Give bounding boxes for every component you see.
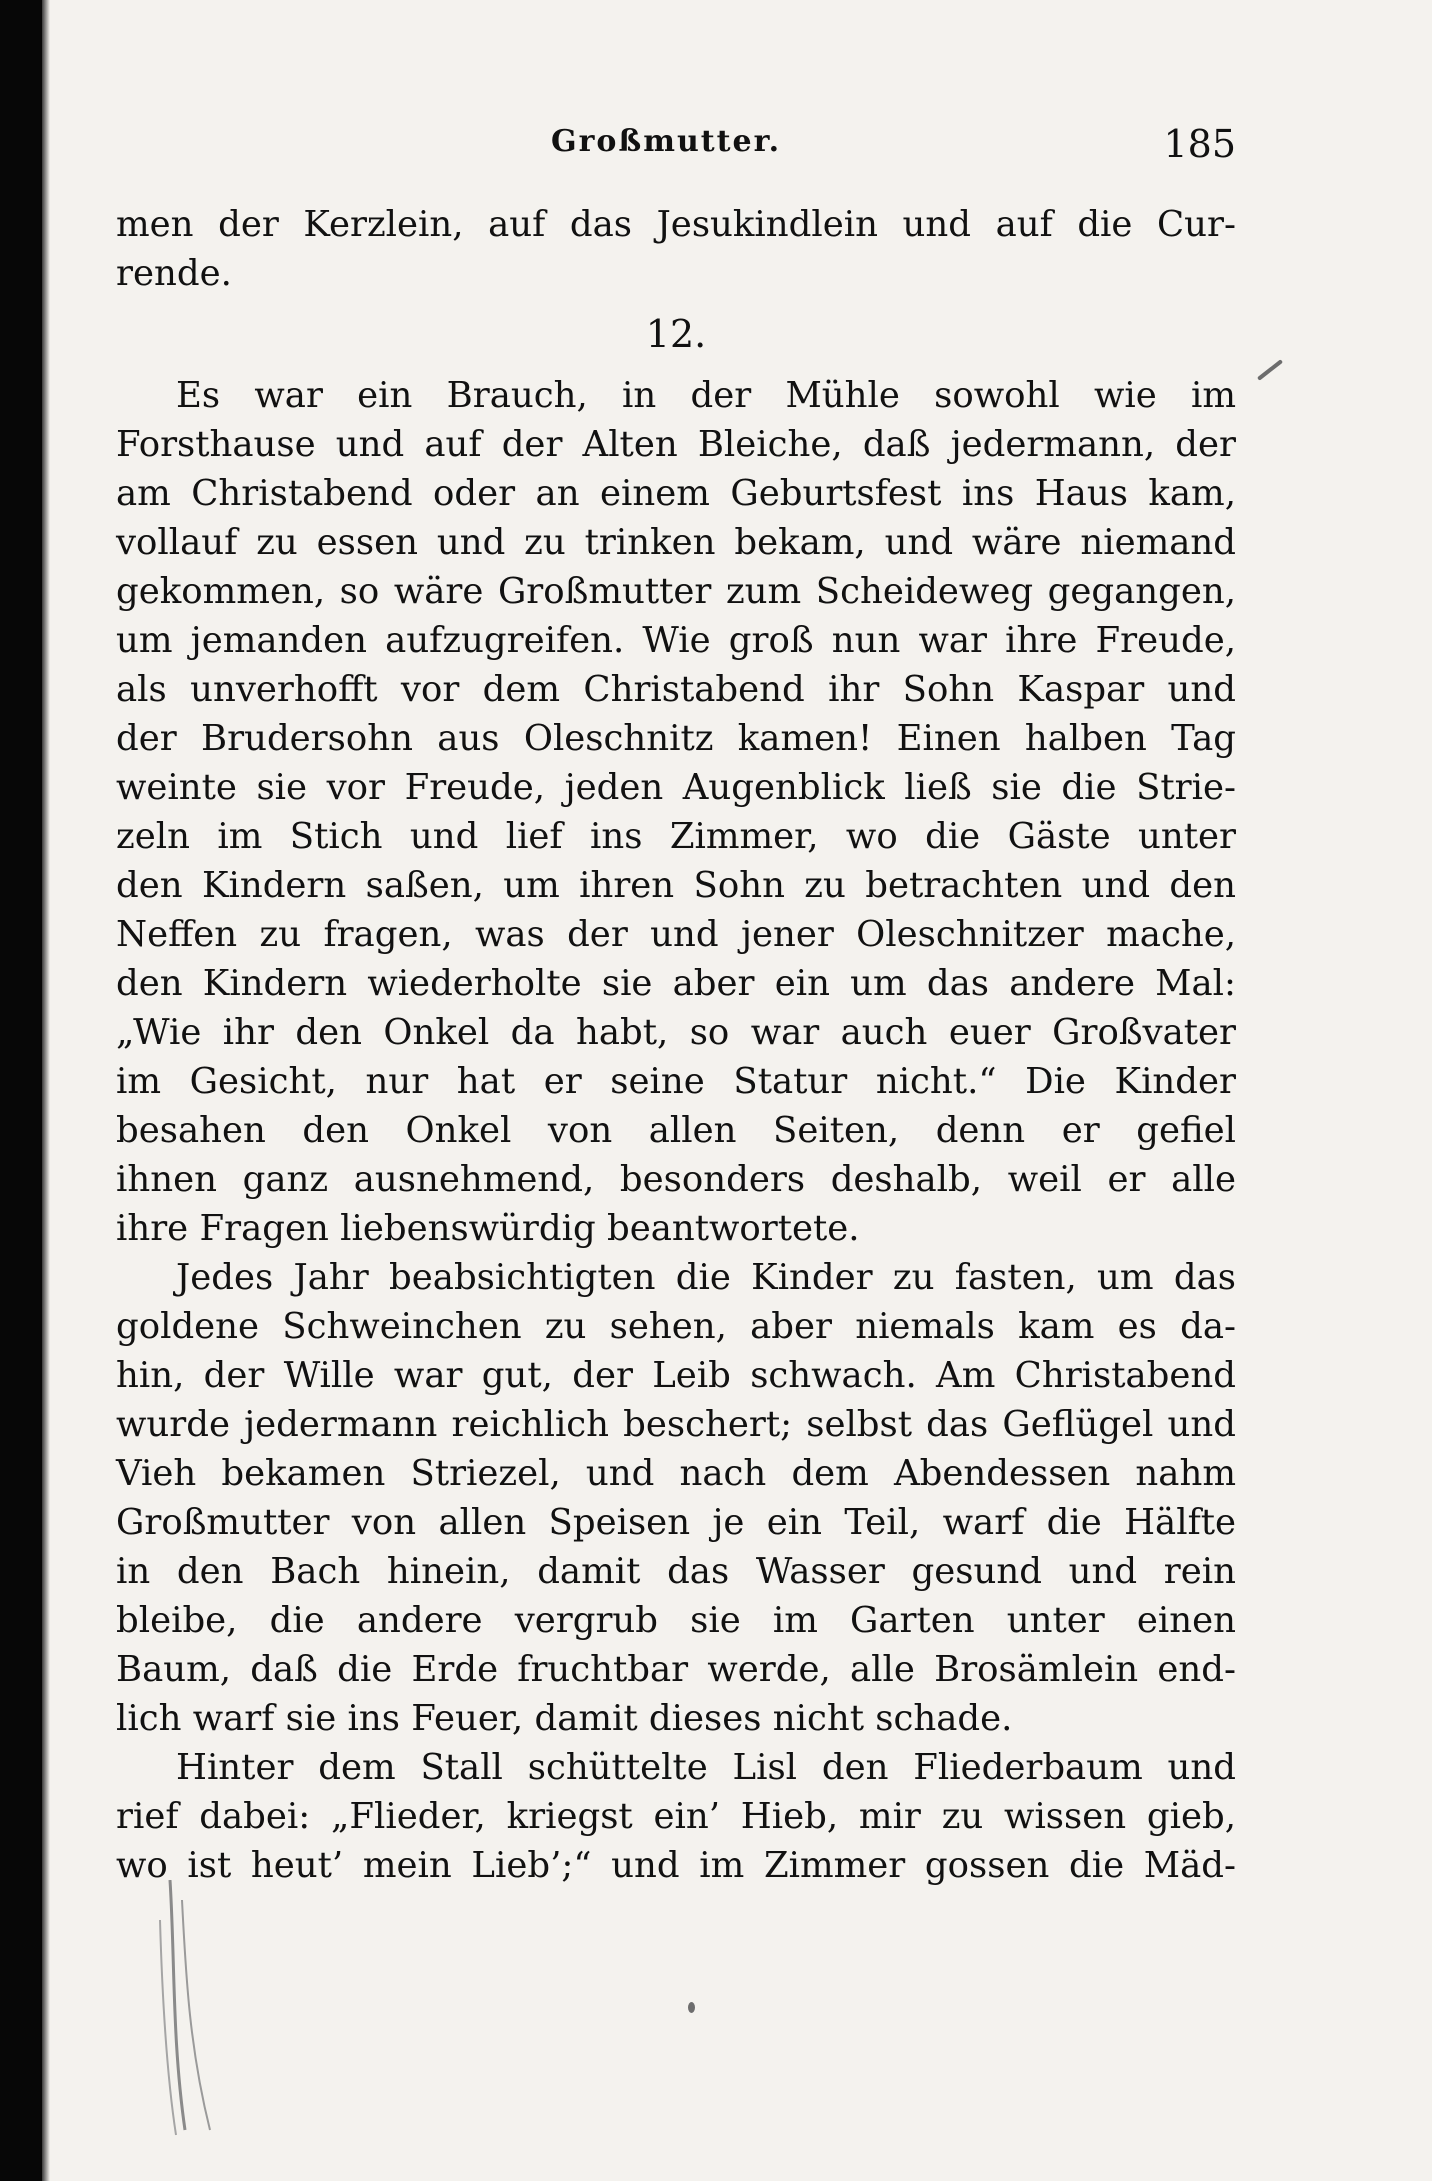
text-line: men der Kerzlein, auf das Jesukindlein und auf die Cur- (116, 204, 1236, 245)
page-header (116, 122, 1236, 170)
text-line: im Gesicht, nur hat er seine Statur nicht.“ Die Kinder (116, 1061, 1236, 1102)
text-line: ihre Fragen liebenswürdig beantwortete. (116, 1208, 860, 1249)
text-line: Forsthause und auf der Alten Bleiche, daß jedermann, der (116, 424, 1236, 465)
ink-dot (688, 2002, 695, 2013)
text-line: gekommen, so wäre Großmutter zum Scheideweg gegangen, (116, 571, 1236, 612)
text-line: zeln im Stich und lief ins Zimmer, wo die Gäste unter (116, 816, 1236, 857)
paragraph-3 (116, 1743, 1236, 1890)
margin-pencil-lines (130, 1880, 240, 2140)
text-line: in den Bach hinein, damit das Wasser gesund und rein (116, 1551, 1236, 1592)
text-line: Großmutter von allen Speisen je ein Teil, warf die Hälfte (116, 1502, 1236, 1543)
text-line: „Wie ihr den Onkel da habt, so war auch euer Großvater (116, 1012, 1236, 1053)
text-line: den Kindern wiederholte sie aber ein um das andere Mal: (116, 963, 1236, 1004)
page-text (116, 200, 1236, 1890)
book-gutter (0, 0, 42, 2181)
text-line: Neffen zu fragen, was der und jener Oleschnitzer mache, (116, 914, 1236, 955)
text-line: wurde jedermann reichlich beschert; selbst das Geflügel und (116, 1404, 1236, 1445)
text-line: goldene Schweinchen zu sehen, aber niemals kam es da- (116, 1306, 1236, 1347)
text-line: vollauf zu essen und zu trinken bekam, und wäre niemand (116, 522, 1236, 563)
text-line: rende. (116, 253, 232, 294)
text-line: rief dabei: „Flieder, kriegst ein’ Hieb, mir zu wissen gieb, (116, 1796, 1236, 1837)
text-line: Jedes Jahr beabsichtigten die Kinder zu fasten, um das (176, 1257, 1236, 1298)
text-line: am Christabend oder an einem Geburtsfest ins Haus kam, (116, 473, 1236, 514)
paragraph-2 (116, 1253, 1236, 1743)
text-line: um jemanden aufzugreifen. Wie groß nun war ihre Freude, (116, 620, 1236, 661)
text-line: wo ist heut’ mein Lieb’;“ und im Zimmer gossen die Mäd- (116, 1845, 1236, 1886)
text-line: als unverhofft vor dem Christabend ihr Sohn Kaspar und (116, 669, 1236, 710)
text-line: bleibe, die andere vergrub sie im Garten unter einen (116, 1600, 1236, 1641)
text-line: weinte sie vor Freude, jeden Augenblick ließ sie die Strie- (116, 767, 1236, 808)
text-line: lich warf sie ins Feuer, damit dieses nicht schade. (116, 1698, 1013, 1739)
intro-continuation (116, 200, 1236, 298)
page-number: 185 (1163, 122, 1236, 166)
text-line: hin, der Wille war gut, der Leib schwach. Am Christabend (116, 1355, 1236, 1396)
text-line: besahen den Onkel von allen Seiten, denn er gefiel (116, 1110, 1236, 1151)
text-line: Es war ein Brauch, in der Mühle sowohl wie im (176, 375, 1236, 416)
page-edge-shadow (42, 0, 50, 2181)
text-line: Vieh bekamen Striezel, und nach dem Abendessen nahm (116, 1453, 1236, 1494)
paragraph-1 (116, 371, 1236, 1253)
section-number: 12. (645, 312, 707, 356)
text-line: Hinter dem Stall schüttelte Lisl den Fliederbaum und (176, 1747, 1236, 1788)
text-line: den Kindern saßen, um ihren Sohn zu betrachten und den (116, 865, 1236, 906)
text-line: der Brudersohn aus Oleschnitz kamen! Einen halben Tag (116, 718, 1236, 759)
running-title: Großmutter. (551, 124, 782, 159)
text-line: Baum, daß die Erde fruchtbar werde, alle Brosämlein end- (116, 1649, 1236, 1690)
text-line: ihnen ganz ausnehmend, besonders deshalb, weil er alle (116, 1159, 1236, 1200)
